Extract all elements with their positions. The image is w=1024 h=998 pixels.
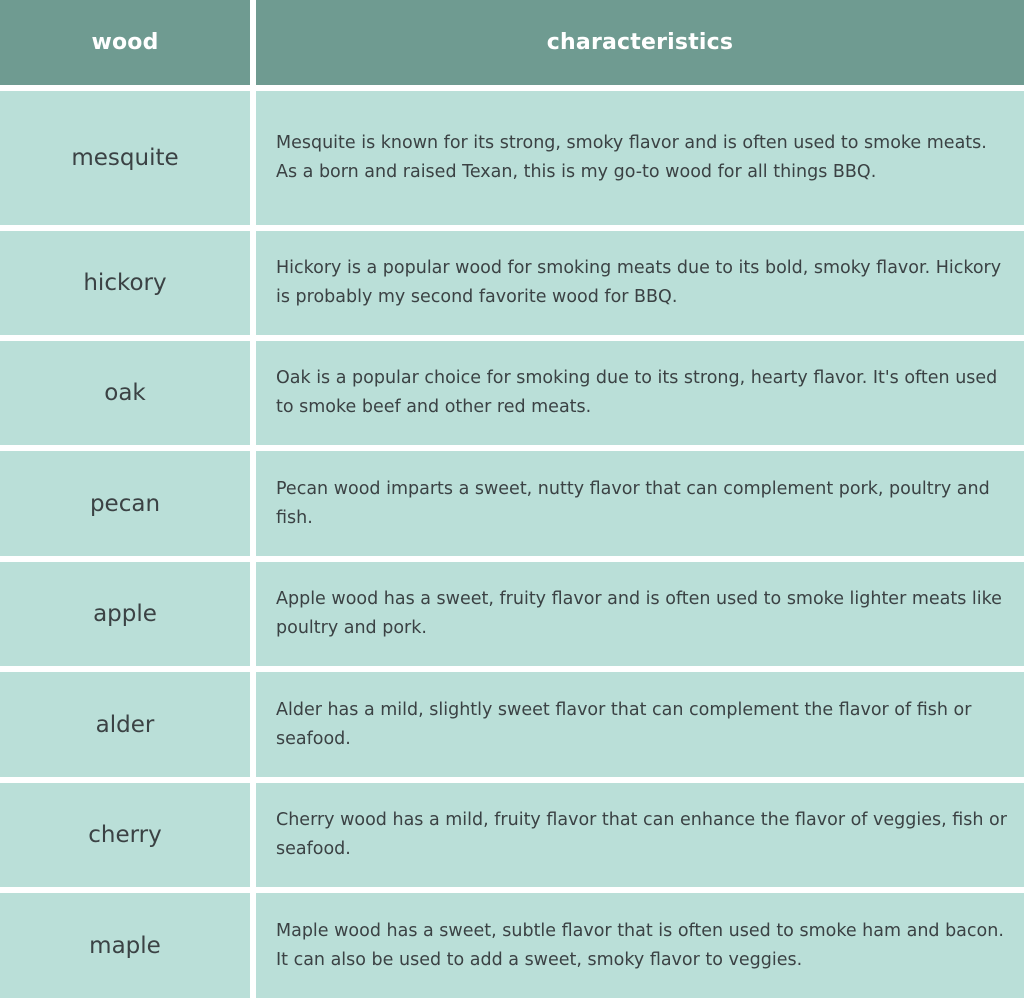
characteristics-cell bbox=[256, 783, 1024, 887]
wood-cell bbox=[0, 562, 250, 666]
wood-name: mesquite bbox=[71, 145, 179, 171]
characteristics-cell bbox=[256, 91, 1024, 225]
table-header-row bbox=[0, 0, 1024, 85]
wood-cell bbox=[0, 231, 250, 335]
wood-name: hickory bbox=[83, 270, 167, 296]
wood-description: Maple wood has a sweet, subtle flavor that is often used to smoke ham and bacon. It can also be used to add a sweet, smoky flavor to veggies. bbox=[276, 920, 1004, 970]
wood-name: pecan bbox=[89, 490, 161, 517]
table-row bbox=[0, 672, 1024, 777]
table-row bbox=[0, 783, 1024, 887]
wood-description: Hickory is a popular wood for smoking meats due to its bold, smoky flavor. Hickory is probably my second favorite wood for BBQ. bbox=[276, 258, 1002, 307]
table-row bbox=[0, 341, 1024, 445]
wood-name: cherry bbox=[88, 822, 162, 848]
wood-cell bbox=[0, 451, 250, 556]
wood-cell bbox=[0, 783, 250, 887]
header-cell-wood bbox=[0, 0, 250, 85]
wood-name: maple bbox=[89, 932, 161, 959]
characteristics-cell bbox=[256, 451, 1024, 556]
wood-name: apple bbox=[93, 601, 157, 627]
table-row bbox=[0, 451, 1024, 556]
wood-name: oak bbox=[104, 380, 146, 406]
table-row bbox=[0, 893, 1024, 998]
wood-cell bbox=[0, 672, 250, 777]
characteristics-cell bbox=[256, 893, 1024, 998]
table-row bbox=[0, 91, 1024, 225]
wood-cell bbox=[0, 341, 250, 445]
characteristics-cell bbox=[256, 231, 1024, 335]
header-cell-characteristics bbox=[256, 0, 1024, 85]
column-header-characteristics: characteristics bbox=[546, 30, 734, 55]
characteristics-cell bbox=[256, 562, 1024, 666]
table-row bbox=[0, 231, 1024, 335]
wood-description: Oak is a popular choice for smoking due to its strong, hearty flavor. It's often used to smoke beef and other red meats. bbox=[276, 368, 998, 417]
wood-description: Pecan wood imparts a sweet, nutty flavor that can complement pork, poultry and fish. bbox=[276, 478, 990, 528]
wood-description: Cherry wood has a mild, fruity flavor that can enhance the flavor of veggies, fish or seafood. bbox=[276, 810, 1007, 859]
characteristics-cell bbox=[256, 341, 1024, 445]
characteristics-cell bbox=[256, 672, 1024, 777]
wood-description: Apple wood has a sweet, fruity flavor and is often used to smoke lighter meats like poultry and pork. bbox=[276, 589, 1002, 638]
wood-cell bbox=[0, 893, 250, 998]
wood-name: alder bbox=[95, 711, 155, 738]
wood-cell bbox=[0, 91, 250, 225]
wood-description: Mesquite is known for its strong, smoky flavor and is often used to smoke meats. As a born and raised Texan, this is my go-to wood for all things BBQ. bbox=[276, 133, 987, 182]
table-row bbox=[0, 562, 1024, 666]
wood-description: Alder has a mild, slightly sweet flavor that can complement the flavor of fish or seafood. bbox=[276, 699, 972, 749]
column-header-wood: wood bbox=[91, 30, 159, 55]
